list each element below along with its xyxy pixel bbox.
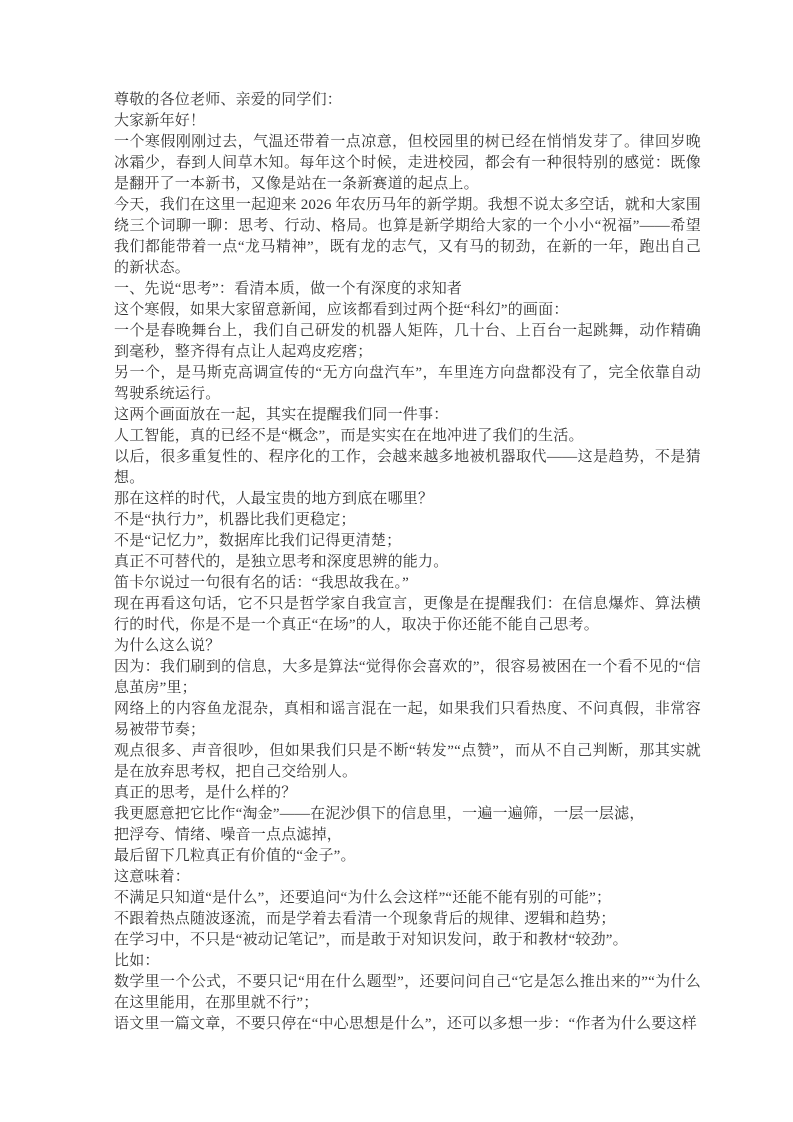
paragraph-21: 观点很多、声音很吵，但如果我们只是不断“转发”“点赞”，而从不自己判断，那其实就是在放弃思考权，把自己交给别人。 <box>114 743 701 780</box>
paragraph-14: 不是“记忆力”，数据库比我们记得更清楚； <box>114 533 402 549</box>
paragraph-29: 在学习中，不只是“被动记笔记”，而是敢于对知识发问，敢于和教材“较劲”。 <box>114 932 628 948</box>
paragraph-17: 现在再看这句话，它不只是哲学家自我宣言，更像是在提醒我们：在信息爆炸、算法横行的时代，你是不是一个真正“在场”的人，取决于你还能不能自己思考。 <box>114 596 701 633</box>
paragraph-22: 真正的思考，是什么样的？ <box>114 785 297 801</box>
paragraph-5: 一、先说“思考”：看清本质，做一个有深度的求知者 <box>114 281 463 297</box>
paragraph-16: 笛卡尔说过一句很有名的话：“我思故我在。” <box>114 575 410 591</box>
paragraph-32: 语文里一篇文章，不要只停在“中心思想是什么”，还可以多想一步：“作者为什么要这样 <box>114 1016 697 1032</box>
paragraph-10: 人工智能，真的已经不是“概念”，而是实实在在地冲进了我们的生活。 <box>114 428 584 444</box>
paragraph-24: 把浮夸、情绪、噪音一点点滤掉， <box>114 827 343 843</box>
paragraph-13: 不是“执行力”，机器比我们更稳定； <box>114 512 356 528</box>
paragraph-9: 这两个画面放在一起，其实在提醒我们同一件事： <box>114 407 449 423</box>
paragraph-2: 大家新年好！ <box>114 113 206 129</box>
paragraph-3: 一个寒假刚刚过去，气温还带着一点凉意，但校园里的树已经在悄悄发芽了。律回岁晚冰霜少，春到人间草木知。每年这个时候，走进校园，都会有一种很特别的感觉：既像是翻开了一本新书，又像是站在一条新赛道的起点上。 <box>114 134 701 192</box>
paragraph-8: 另一个，是马斯克高调宣传的“无方向盘汽车”，车里连方向盘都没有了，完全依靠自动驾驶系统运行。 <box>114 365 701 402</box>
paragraph-19: 因为：我们刷到的信息，大多是算法“觉得你会喜欢的”，很容易被困在一个看不见的“信息茧房”里； <box>114 659 701 696</box>
paragraph-25: 最后留下几粒真正有价值的“金子”。 <box>114 848 356 864</box>
paragraph-31: 数学里一个公式，不要只记“用在什么题型”，还要问问自己“它是怎么推出来的”“为什么在这里能用，在那里就不行”； <box>114 974 701 1011</box>
paragraph-27: 不满足只知道“是什么”，还要追问“为什么会这样”“还能不能有别的可能”； <box>114 890 612 906</box>
paragraph-23: 我更愿意把它比作“淘金”——在泥沙俱下的信息里，一遍一遍筛，一层一层滤， <box>114 806 645 822</box>
paragraph-11: 以后，很多重复性的、程序化的工作，会越来越多地被机器取代——这是趋势，不是猜想。 <box>114 449 701 486</box>
document-body <box>114 90 701 1035</box>
paragraph-7: 一个是春晚舞台上，我们自己研发的机器人矩阵，几十台、上百台一起跳舞，动作精确到毫秒，整齐得有点让人起鸡皮疙瘩； <box>114 323 701 360</box>
paragraph-15: 真正不可替代的，是独立思考和深度思辨的能力。 <box>114 554 449 570</box>
paragraph-28: 不跟着热点随波逐流，而是学着去看清一个现象背后的规律、逻辑和趋势； <box>114 911 616 927</box>
paragraph-1: 尊敬的各位老师、亲爱的同学们： <box>114 92 343 108</box>
paragraph-26: 这意味着： <box>114 869 191 885</box>
paragraph-20: 网络上的内容鱼龙混杂，真相和谣言混在一起，如果我们只看热度、不问真假，非常容易被带节奏； <box>114 701 701 738</box>
paragraph-30: 比如： <box>114 953 160 969</box>
paragraph-4: 今天，我们在这里一起迎来 2026 年农历马年的新学期。我想不说太多空话，就和大家围绕三个词聊一聊：思考、行动、格局。也算是新学期给大家的一个小小“祝福”——希望我们都能带着一点“龙马精神”，既有龙的志气，又有马的韧劲，在新的一年，跑出自己的新状态。 <box>114 197 701 276</box>
paragraph-18: 为什么这么说？ <box>114 638 221 654</box>
paragraph-6: 这个寒假，如果大家留意新闻，应该都看到过两个挺“科幻”的画面： <box>114 302 569 318</box>
paragraph-12: 那在这样的时代，人最宝贵的地方到底在哪里？ <box>114 491 434 507</box>
